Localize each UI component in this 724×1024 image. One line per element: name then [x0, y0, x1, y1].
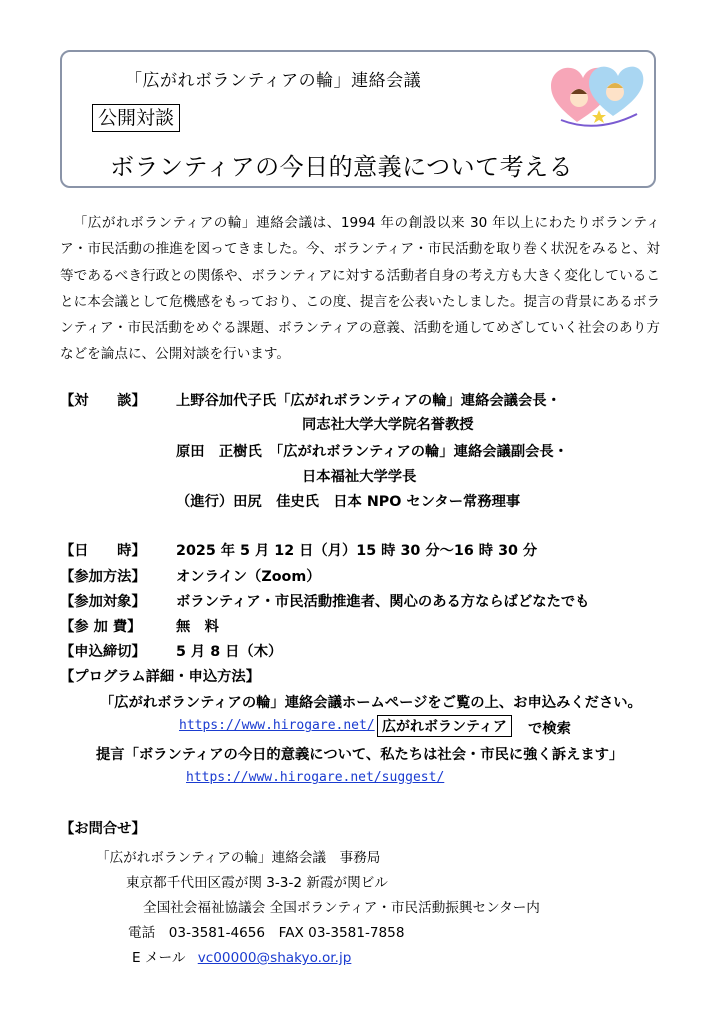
contact-label: 【お問合せ】 [60, 821, 146, 837]
contact-center: 全国社会福祉協議会 全国ボランティア・市民活動振興センター内 [143, 900, 540, 916]
audience-value: ボランティア・市民活動推進者、関心のある方ならばどなたでも [176, 594, 590, 610]
proposal-link[interactable]: https://www.hirogare.net/suggest/ [186, 770, 445, 785]
homepage-link[interactable]: https://www.hirogare.net/ [179, 718, 375, 733]
moderator-line: （進行）田尻 佳史氏 日本 NPO センター常務理事 [176, 494, 521, 510]
speaker2-line1: 原田 正樹氏 「広がれボランティアの輪」連絡会議副会長・ [176, 444, 569, 460]
deadline-label: 【申込締切】 [60, 644, 146, 660]
contact-address: 東京都千代田区霞が関 3-3-2 新霞が関ビル [126, 875, 388, 891]
search-keyword-box: 広がれボランティア [377, 715, 512, 737]
program-label: 【プログラム詳細・申込方法】 [60, 669, 261, 685]
date-label: 【日 時】 [60, 543, 146, 559]
intro-paragraph: 「広がれボランティアの輪」連絡会議は、1994 年の創設以来 30 年以上にわたりボランティア・市民活動の推進を図ってきました。今、ボランティア・市民活動を取り巻く状況をみると、対等であるべき行政との関係や、ボランティアに対する活動者自身の考え方も大きく変化していることに本会議として危機感をもっており、この度、提言を公表いたしました。提言の背景にあるボランティア・市民活動をめぐる課題、ボランティアの意義、活動を通してめざしていく社会のあり方などを論点に、公開対談を行います。 [60, 215, 660, 363]
email-link[interactable]: vc00000@shakyo.or.jp [197, 950, 352, 966]
speaker1-line1: 上野谷加代子氏「広がれボランティアの輪」連絡会議会長・ [176, 393, 561, 409]
fee-value: 無 料 [176, 619, 219, 635]
method-value: オンライン（Zoom） [176, 569, 321, 585]
fee-label: 【参 加 費】 [60, 619, 142, 635]
event-type-badge: 公開対談 [92, 104, 180, 132]
org-title: 「広がれボランティアの輪」連絡会議 [125, 71, 422, 91]
search-suffix: で検索 [528, 721, 571, 737]
audience-label: 【参加対象】 [60, 594, 146, 610]
speaker2-line2: 日本福祉大学学長 [302, 469, 417, 485]
date-value: 2025 年 5 月 12 日（月）15 時 30 分～16 時 30 分 [176, 543, 538, 559]
contact-email-row [132, 946, 351, 966]
hearts-children-logo-icon [549, 58, 645, 132]
contact-phone: 電話 03-3581-4656 FAX 03-3581-7858 [128, 925, 405, 941]
speaker1-line2: 同志社大学大学院名誉教授 [302, 417, 474, 433]
proposal-line: 提言「ボランティアの今日的意義について、私たちは社会・市民に強く訴えます」 [96, 747, 624, 763]
page-title: ボランティアの今日的意義について考える [110, 153, 574, 181]
contact-org: 「広がれボランティアの輪」連絡会議 事務局 [96, 850, 381, 866]
homepage-line: 「広がれボランティアの輪」連絡会議ホームページをご覧の上、お申込みください。 [100, 695, 642, 711]
email-label: E メール [132, 950, 186, 966]
deadline-value: 5 月 8 日（木） [176, 644, 283, 660]
dialogue-label: 【対 談】 [60, 393, 146, 409]
method-label: 【参加方法】 [60, 569, 146, 585]
